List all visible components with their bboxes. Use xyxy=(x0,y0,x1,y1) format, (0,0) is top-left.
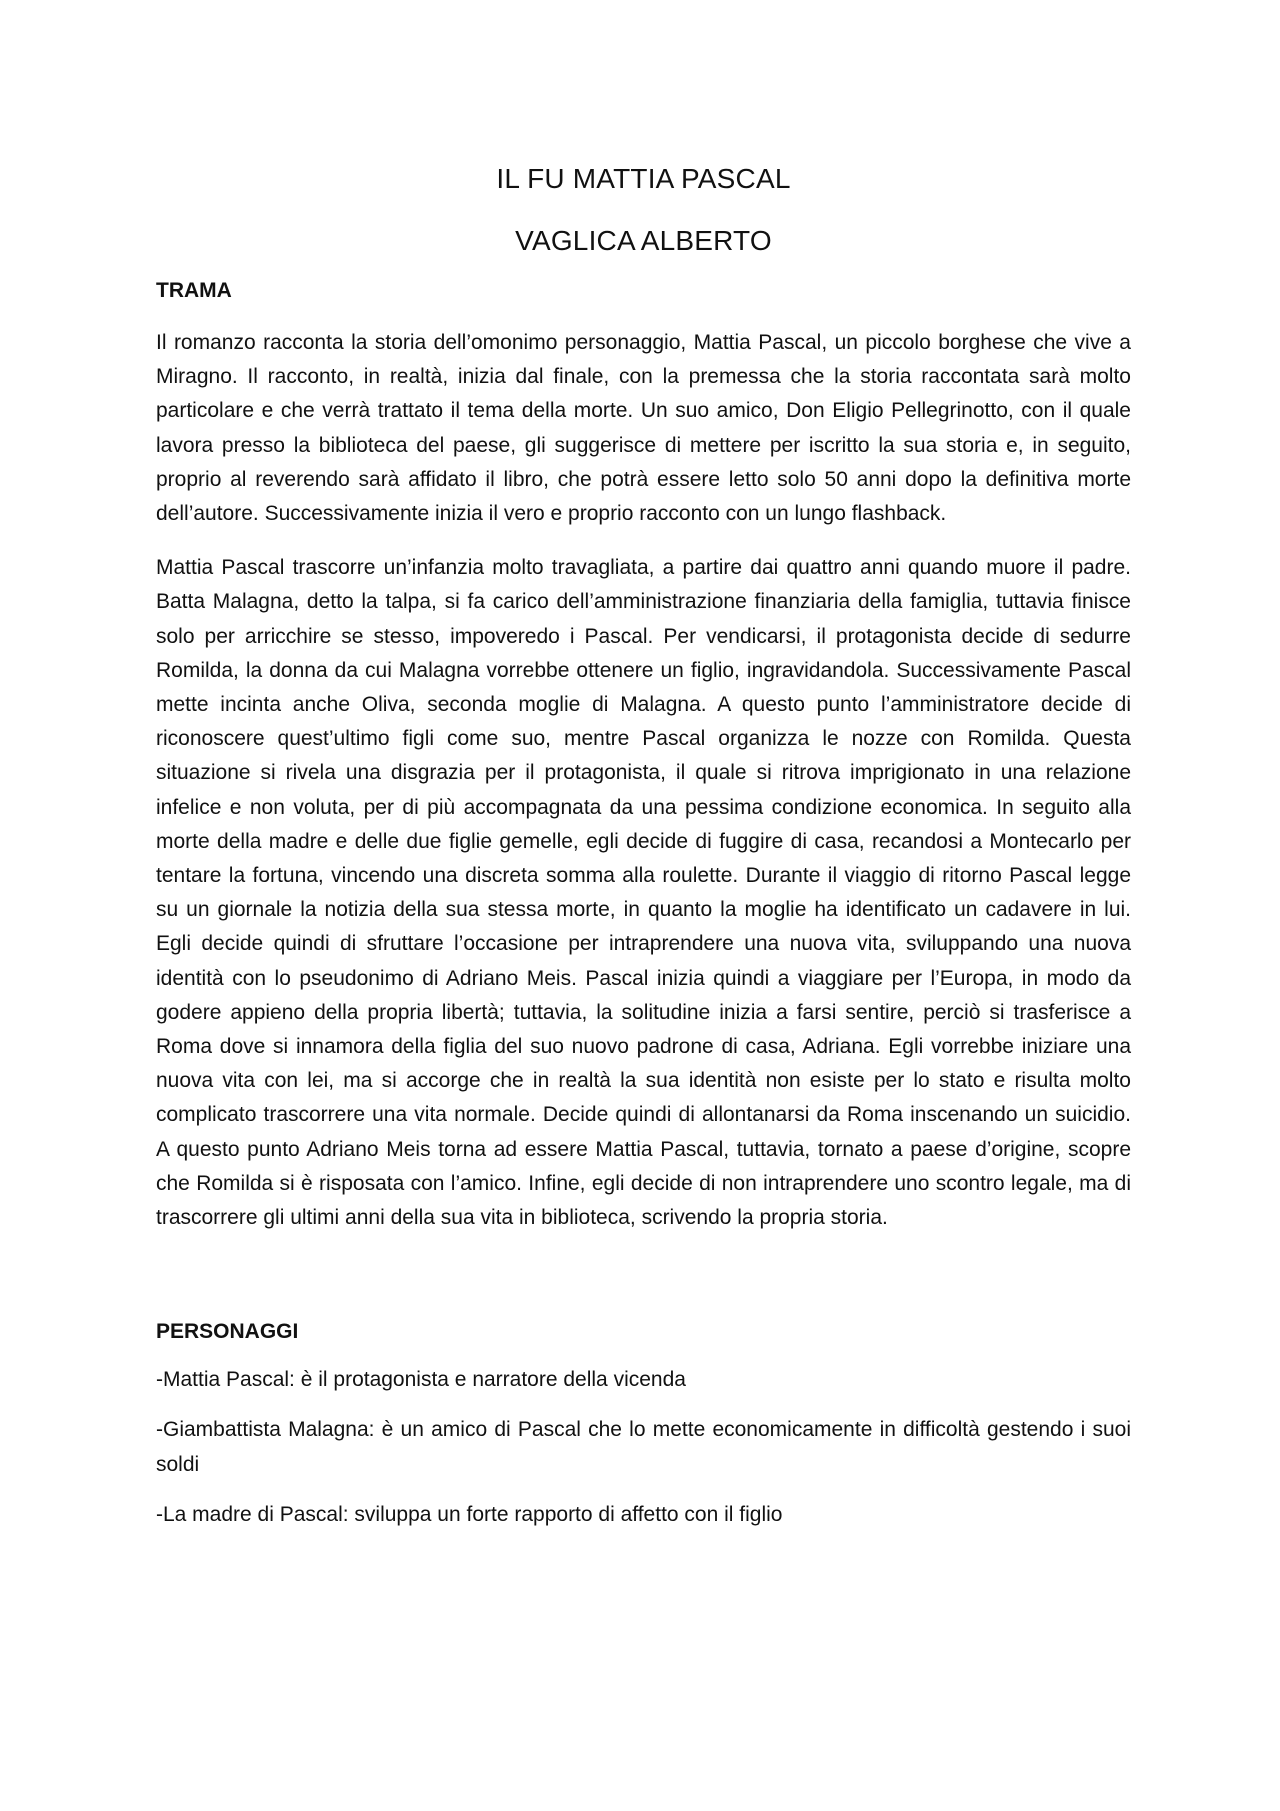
document-author: VAGLICA ALBERTO xyxy=(515,225,772,256)
section-heading-trama: TRAMA xyxy=(156,279,232,302)
section-trama xyxy=(156,276,1131,1235)
document-body xyxy=(156,160,1131,1532)
trama-paragraph-1: Il romanzo racconta la storia dell’omonimo personaggio, Mattia Pascal, un piccolo borghese che vive a Miragno. Il racconto, in realtà, inizia dal finale, con la premessa che la storia raccontata sarà molto particolare e che verrà trattato il tema della morte. Un suo amico, Don Eligio Pellegrinotto, con il quale lavora presso la biblioteca del paese, gli suggerisce di mettere per iscritto la sua storia e, in seguito, proprio al reverendo sarà affidato il libro, che potrà essere letto solo 50 anni dopo la definitiva morte dell’autore. Successivamente inizia il vero e proprio racconto con un lungo flashback. xyxy=(156,331,1131,526)
section-heading-personaggi: PERSONAGGI xyxy=(156,1320,299,1344)
document-title: IL FU MATTIA PASCAL xyxy=(496,163,791,194)
section-spacer xyxy=(156,1235,1131,1301)
character-item-mattia-pascal: -Mattia Pascal: è il protagonista e narratore della vicenda xyxy=(156,1368,686,1392)
character-item-madre-pascal: -La madre di Pascal: sviluppa un forte rapporto di affetto con il figlio xyxy=(156,1502,783,1526)
trama-paragraph-2: Mattia Pascal trascorre un’infanzia molto travagliata, a partire dai quattro anni quando muore il padre. Batta Malagna, detto la talpa, si fa carico dell’amministrazione finanziaria della famiglia, tuttavia finisce solo per arricchire se stesso, impoveredo i Pascal. Per vendicarsi, il protagonista decide di sedurre Romilda, la donna da cui Malagna vorrebbe ottenere un figlio, ingravidandola. Successivamente Pascal mette incinta anche Oliva, seconda moglie di Malagna. A questo punto l’amministratore decide di riconoscere quest’ultimo figli come suo, mentre Pascal organizza le nozze con Romilda. Questa situazione si rivela una disgrazia per il protagonista, il quale si ritrova imprigionato in una relazione infelice e non voluta, per di più accompagnata da una pessima condizione economica. In seguito alla morte della madre e delle due figlie gemelle, egli decide di fuggire di casa, recandosi a Montecarlo per tentare la fortuna, vincendo una discreta somma alla roulette. Durante il viaggio di ritorno Pascal legge su un giornale la notizia della sua stessa morte, in quanto la moglie ha identificato un cadavere in lui. Egli decide quindi di sfruttare l’occasione per intraprendere una nuova vita, sviluppando una nuova identità con lo pseudonimo di Adriano Meis. Pascal inizia quindi a viaggiare per l’Europa, in modo da godere appieno della propria libertà; tuttavia, la solitudine inizia a farsi sentire, perciò si trasferisce a Roma dove si innamora della figlia del suo nuovo padrone di casa, Adriana. Egli vorrebbe iniziare una nuova vita con lei, ma si accorge che in realtà la sua identità non esiste per lo stato e risulta molto complicato trascorrere una vita normale. Decide quindi di allontanarsi da Roma inscenando un suicidio. A questo punto Adriano Meis torna ad essere Mattia Pascal, tuttavia, tornato a paese d’origine, scopre che Romilda si è risposata con l’amico. Infine, egli decide di non intraprendere uno scontro legale, ma di trascorrere gli ultimi anni della sua vita in biblioteca, scrivendo la propria storia. xyxy=(156,556,1131,1230)
section-personaggi xyxy=(156,1317,1131,1532)
character-item-giambattista-malagna: -Giambattista Malagna: è un amico di Pascal che lo mette economicamente in difficoltà gestendo i suoi soldi xyxy=(156,1418,1131,1476)
